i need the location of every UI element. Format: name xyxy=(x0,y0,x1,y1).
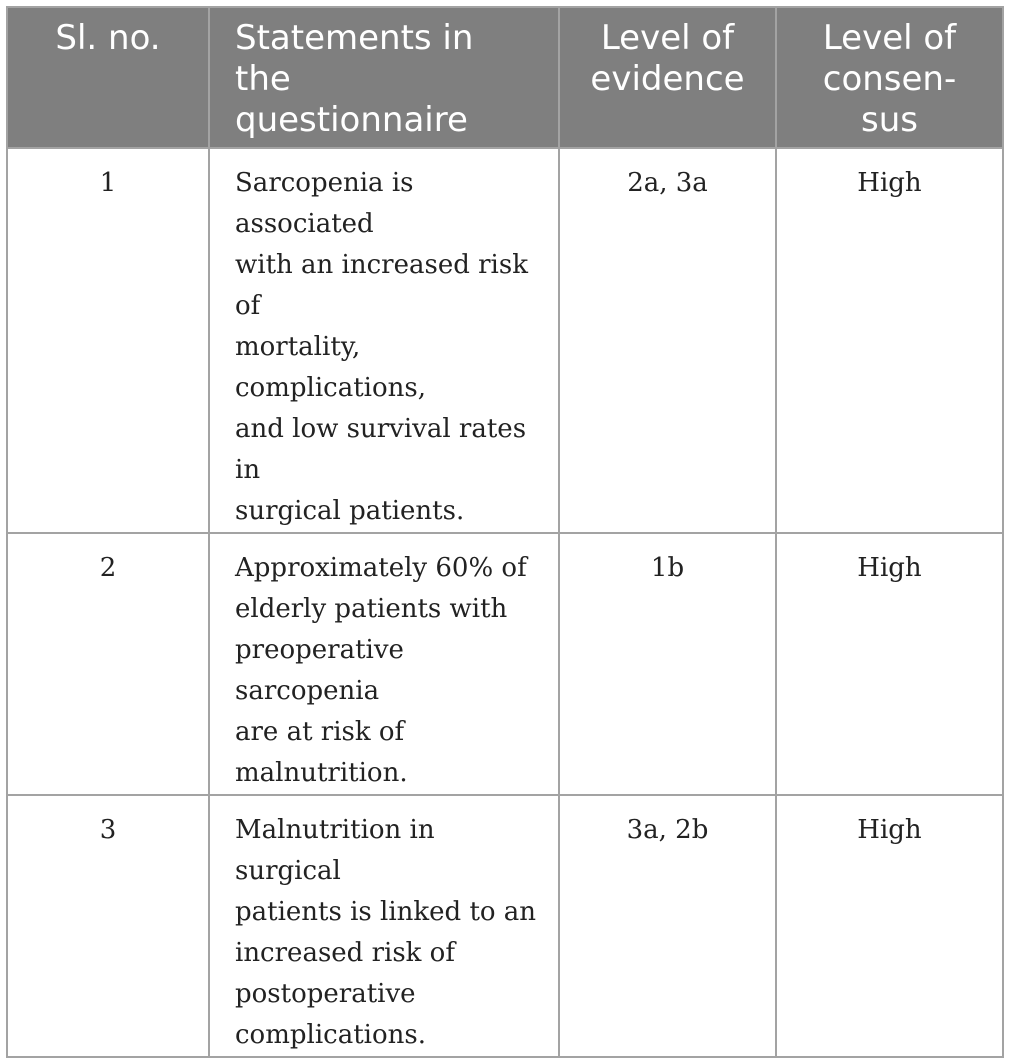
cell-sl-no: 3 xyxy=(7,795,209,1057)
cell-statement: Approximately 60% of elderly patients with preoperative sarcopenia are at risk of malnutrition. xyxy=(209,533,559,795)
cell-sl-no: 2 xyxy=(7,533,209,795)
table-body xyxy=(7,148,1003,1057)
cell-statement: Sarcopenia is associated with an increased risk of mortality, complications, and low survival rates in surgical patients. xyxy=(209,148,559,533)
table-row xyxy=(7,533,1003,795)
consensus-table-container xyxy=(6,6,1002,1058)
cell-level-of-consensus: High xyxy=(776,148,1003,533)
header-level-of-consensus: Level of consen- sus xyxy=(776,7,1003,148)
table-row xyxy=(7,795,1003,1057)
cell-sl-no: 1 xyxy=(7,148,209,533)
header-level-of-evidence: Level of evidence xyxy=(559,7,776,148)
header-statements: Statements in the questionnaire xyxy=(209,7,559,148)
header-row xyxy=(7,7,1003,148)
cell-level-of-evidence: 1b xyxy=(559,533,776,795)
table-row xyxy=(7,148,1003,533)
cell-statement: Malnutrition in surgical patients is linked to an increased risk of postoperative complications. xyxy=(209,795,559,1057)
consensus-table xyxy=(6,6,1004,1058)
cell-level-of-consensus: High xyxy=(776,533,1003,795)
table-header xyxy=(7,7,1003,148)
cell-level-of-consensus: High xyxy=(776,795,1003,1057)
cell-level-of-evidence: 3a, 2b xyxy=(559,795,776,1057)
header-sl-no: Sl. no. xyxy=(7,7,209,148)
cell-level-of-evidence: 2a, 3a xyxy=(559,148,776,533)
